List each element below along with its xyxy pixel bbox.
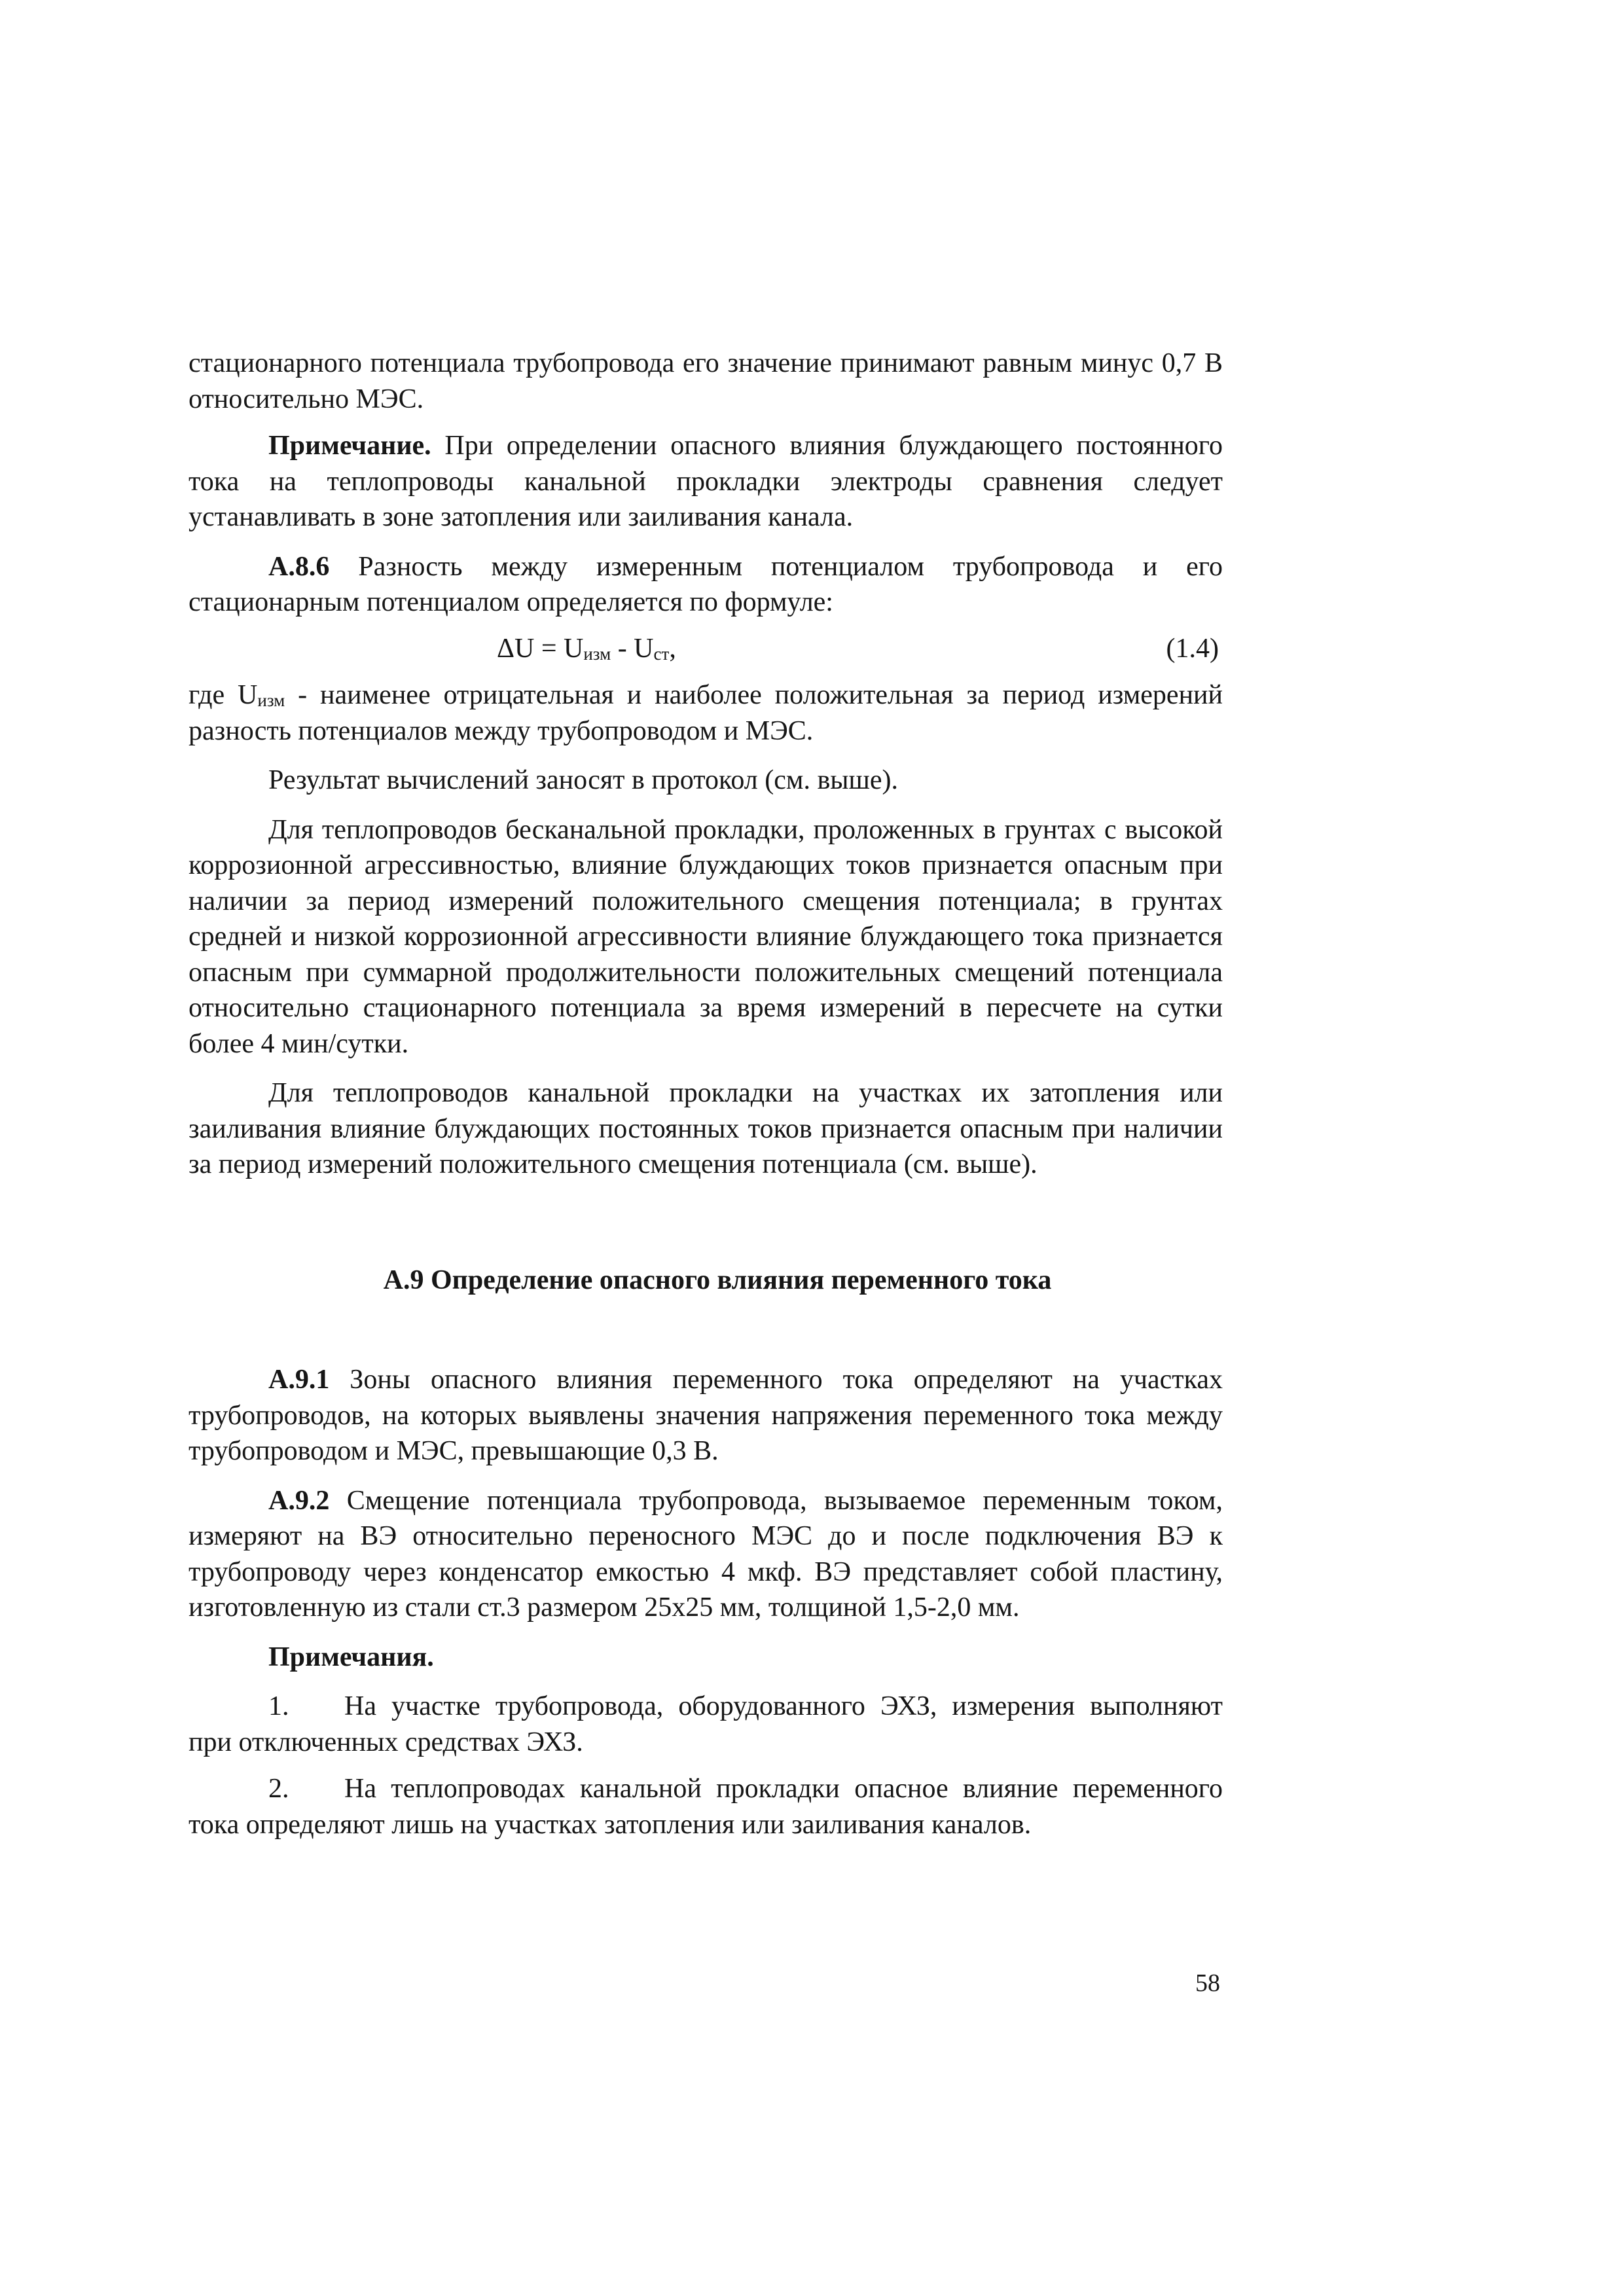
result-paragraph: Результат вычислений заносят в протокол (см. выше). bbox=[268, 765, 898, 795]
paragraph-continuation: стационарного потенциала трубопровода его значение принимают равным минус 0,7 В относительно МЭС. bbox=[189, 348, 1223, 414]
notes-title: Примечания. bbox=[268, 1641, 434, 1672]
list-item bbox=[189, 1771, 1223, 1842]
channel-paragraph: Для теплопроводов канальной прокладки на участках их затопления или заиливания влияние блуждающих постоянных токов признается опасным при наличии за период измерений положительного смещения потенциала (см. выше). bbox=[189, 1078, 1223, 1179]
formula: $\Delta U = U_{изм} - U_{ст}$, bbox=[497, 633, 676, 664]
formula-number: (1.4) bbox=[1166, 633, 1219, 664]
list-text: На участке трубопровода, оборудованного ЭХЗ, измерения выполняют при отключенных средствах ЭХЗ. bbox=[189, 1691, 1223, 1757]
clause-text: Смещение потенциала трубопровода, вызываемое переменным током, измеряют на ВЭ относительно переносного МЭС до и после подключения ВЭ к трубопроводу через конденсатор емкостью 4 мкф. ВЭ представляет собой пластину, изготовленную из стали ст.3 размером 25х25 мм, толщиной 1,5-2,0 мм. bbox=[189, 1485, 1223, 1623]
ductless-paragraph: Для теплопроводов бесканальной прокладки, проложенных в грунтах с высокой коррозионной агрессивностью, влияние блуждающих токов признается опасным при наличии за период измерений положительного смещения потенциала; в грунтах средней и низкой коррозионной агрессивности влияние блуждающего тока признается опасным при суммарной продолжительности положительных смещений потенциала относительно стационарного потенциала за время измерений в пересчете на сутки более 4 мин/сутки. bbox=[189, 814, 1223, 1059]
note-paragraph bbox=[189, 428, 1223, 535]
clause-number: А.9.1 bbox=[268, 1365, 330, 1395]
clause-a-8-6 bbox=[189, 549, 1223, 620]
list-item bbox=[189, 1689, 1223, 1760]
section-heading: А.9 Определение опасного влияния переменного тока bbox=[383, 1265, 1052, 1295]
clause-a-9-2 bbox=[189, 1483, 1223, 1626]
document-body bbox=[189, 346, 1223, 1842]
clause-text: Разность между измеренным потенциалом трубопровода и его стационарным потенциалом определяется по формуле: bbox=[189, 551, 1223, 617]
formula-explanation: где $U_{изм}$ - наименее отрицательная и наиболее положительная за период измерений разность потенциалов между трубопроводом и МЭС. bbox=[189, 680, 1223, 746]
note-text: При определении опасного влияния блуждающего постоянного тока на теплопроводы канальной прокладки электроды сравнения следует устанавливать в зоне затопления или заиливания канала. bbox=[189, 431, 1223, 532]
formula-row bbox=[189, 631, 1223, 667]
list-number: 1. bbox=[268, 1691, 289, 1721]
list-number: 2. bbox=[268, 1774, 289, 1804]
page-number: 58 bbox=[1195, 1969, 1220, 1997]
clause-number: А.8.6 bbox=[268, 551, 330, 582]
clause-a-9-1 bbox=[189, 1362, 1223, 1469]
clause-number: А.9.2 bbox=[268, 1485, 330, 1516]
list-text: На теплопроводах канальной прокладки опасное влияние переменного тока определяют лишь на участках затопления или заиливания каналов. bbox=[189, 1774, 1223, 1840]
clause-text: Зоны опасного влияния переменного тока определяют на участках трубопроводов, на которых выявлены значения напряжения переменного тока между трубопроводом и МЭС, превышающие 0,3 В. bbox=[189, 1365, 1223, 1466]
note-label: Примечание. bbox=[268, 431, 431, 461]
